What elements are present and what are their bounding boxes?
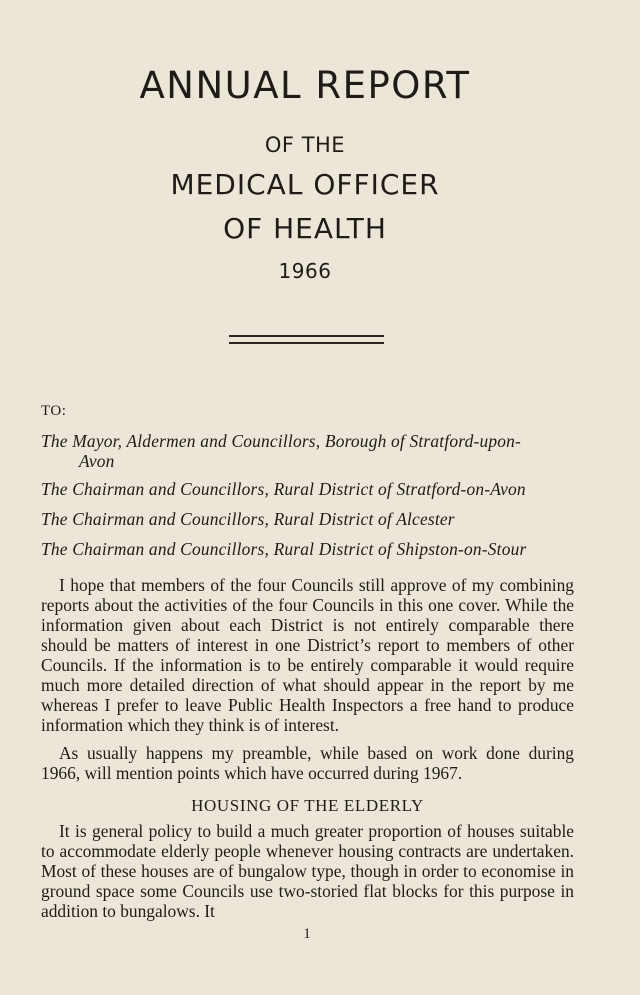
section-paragraph: It is general policy to build a much greater proportion of houses suitable to accommodate elderly people whenever housing contracts are undertaken. Most of these houses are of bungalow type, though in order to economise in ground space some Councils use two-storied flat blocks for this purpose in addition to bungalows. It: [41, 821, 574, 921]
body-paragraph: I hope that members of the four Councils still approve of my combining reports about the activities of the four Councils in this one cover. While the information given about each District is not entirely comparable there should be matters of interest in one District’s report to members of other Councils. If the information is to be entirely comparable it would require much more detailed direction of what should appear in the report by me whereas I prefer to leave Public Health Inspectors a free hand to produce information which they think is of interest.: [41, 575, 574, 735]
divider-rule-bottom: [229, 342, 384, 344]
title-of-the: OF THE: [264, 133, 346, 157]
addressee-line-continued: Avon: [79, 451, 115, 471]
addressee-borough: [41, 431, 574, 471]
title-of-health: OF HEALTH: [223, 212, 387, 245]
title-medical-officer: MEDICAL OFFICER: [170, 168, 440, 201]
divider-rule-top: [229, 335, 384, 337]
report-title: ANNUAL REPORT: [139, 64, 471, 107]
addressee-shipston-rd: The Chairman and Councillors, Rural District of Shipston-on-Stour: [41, 539, 527, 559]
addressee-line: The Mayor, Aldermen and Councillors, Borough of Stratford-upon-: [41, 431, 522, 451]
page-number: 1: [303, 926, 311, 942]
addressee-alcester-rd: The Chairman and Councillors, Rural District of Alcester: [41, 509, 455, 529]
addressee-label: TO:: [41, 403, 67, 419]
addressee-stratford-rd: The Chairman and Councillors, Rural District of Stratford-on-Avon: [41, 479, 526, 499]
section-heading: HOUSING OF THE ELDERLY: [191, 796, 424, 815]
body-paragraph: As usually happens my preamble, while based on work done during 1966, will mention points which have occurred during 1967.: [41, 743, 574, 783]
report-year: 1966: [278, 259, 332, 283]
